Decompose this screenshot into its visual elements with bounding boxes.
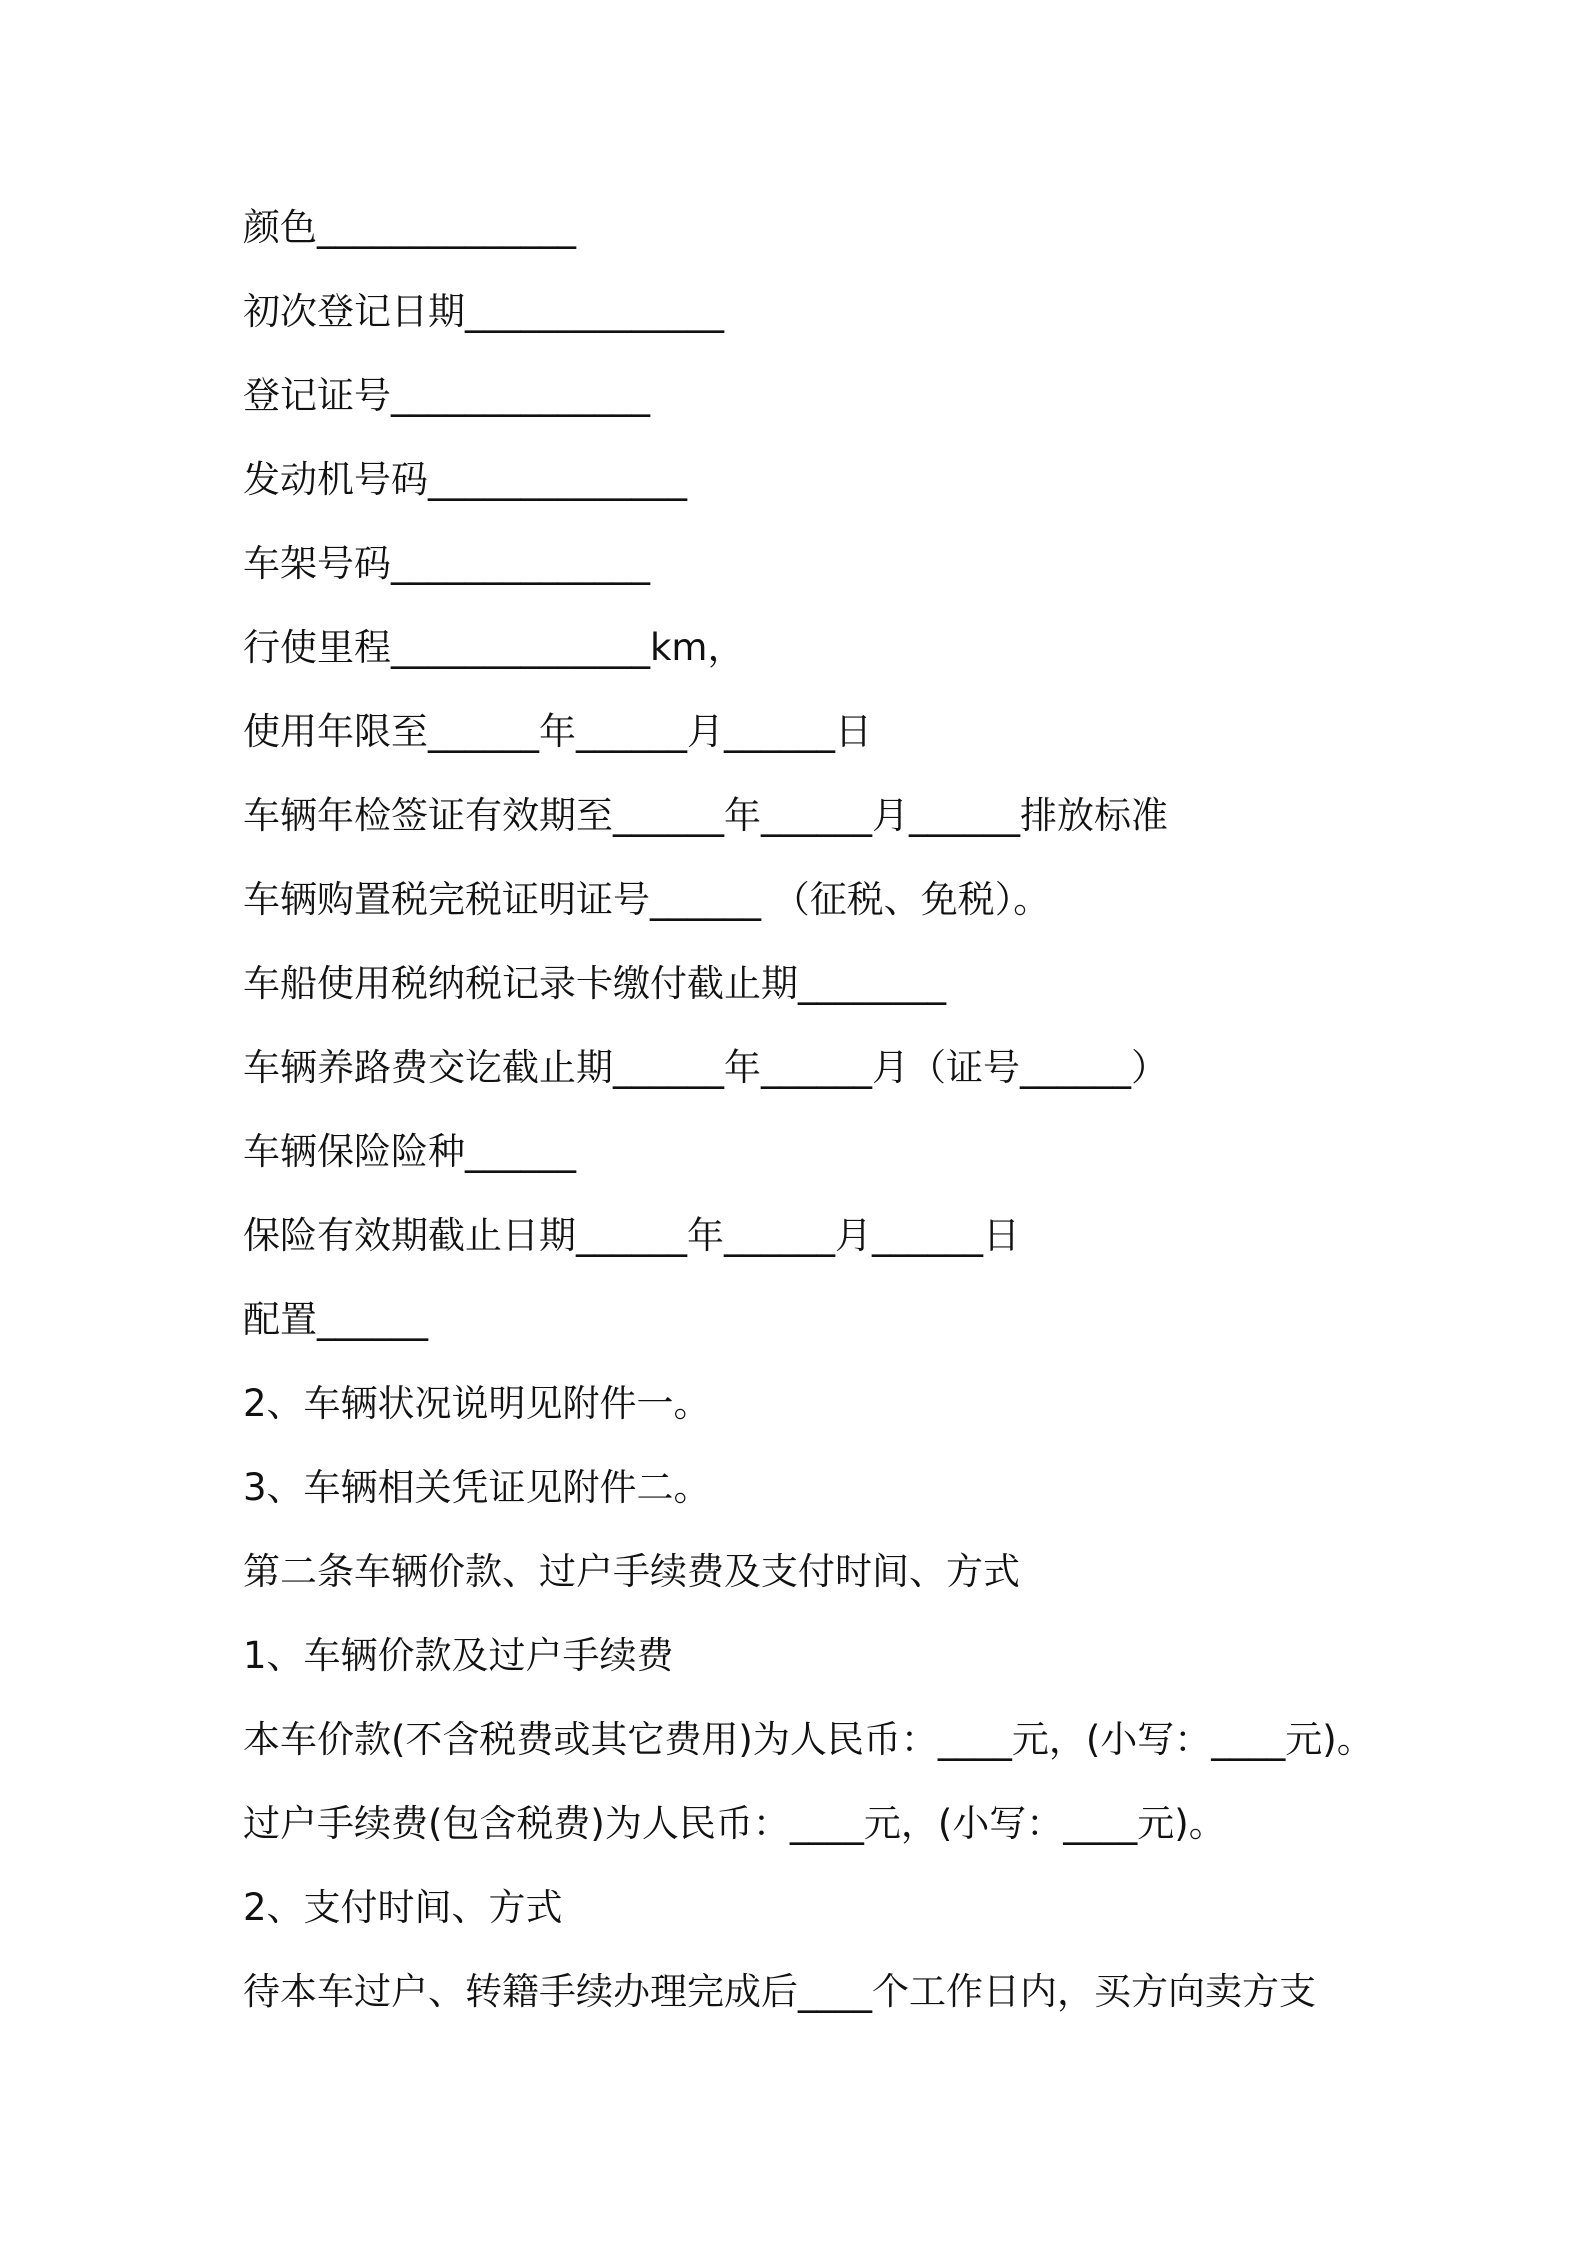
field-configuration: 配置______ <box>243 1298 428 1341</box>
field-insurance-type: 车辆保险险种______ <box>243 1130 576 1173</box>
section-price-and-fee: 1、车辆价款及过户手续费 <box>243 1634 674 1677</box>
field-road-maintenance-fee: 车辆养路费交讫截止期______年______月（证号______） <box>243 1046 1168 1089</box>
field-transfer-fee: 过户手续费(包含税费)为人民币：____元，(小写：____元)。 <box>243 1802 1226 1845</box>
field-color: 颜色______________ <box>243 206 576 249</box>
field-insurance-expiry: 保险有效期截止日期______年______月______日 <box>243 1214 1020 1257</box>
field-frame-number: 车架号码______________ <box>243 542 650 585</box>
field-engine-number: 发动机号码______________ <box>243 458 687 501</box>
paragraph-payment-terms: 待本车过户、转籍手续办理完成后____个工作日内，买方向卖方支 <box>243 1970 1316 2013</box>
field-vehicle-vessel-tax: 车船使用税纳税记录卡缴付截止期________ <box>243 962 946 1005</box>
field-mileage: 行使里程______________km， <box>243 626 745 669</box>
field-purchase-tax: 车辆购置税完税证明证号______ （征税、免税）。 <box>243 878 1051 921</box>
field-annual-inspection: 车辆年检签证有效期至______年______月______排放标准 <box>243 794 1168 837</box>
article-two-heading: 第二条车辆价款、过户手续费及支付时间、方式 <box>243 1550 1020 1593</box>
clause-vehicle-documents: 3、车辆相关凭证见附件二。 <box>243 1466 711 1509</box>
clause-vehicle-condition: 2、车辆状况说明见附件一。 <box>243 1382 711 1425</box>
section-payment-time-method: 2、支付时间、方式 <box>243 1886 563 1929</box>
field-registration-number: 登记证号______________ <box>243 374 650 417</box>
field-first-registration-date: 初次登记日期______________ <box>243 290 724 333</box>
field-service-life: 使用年限至______年______月______日 <box>243 710 872 753</box>
field-vehicle-price: 本车价款(不含税费或其它费用)为人民币：____元，(小写：____元)。 <box>243 1718 1374 1761</box>
